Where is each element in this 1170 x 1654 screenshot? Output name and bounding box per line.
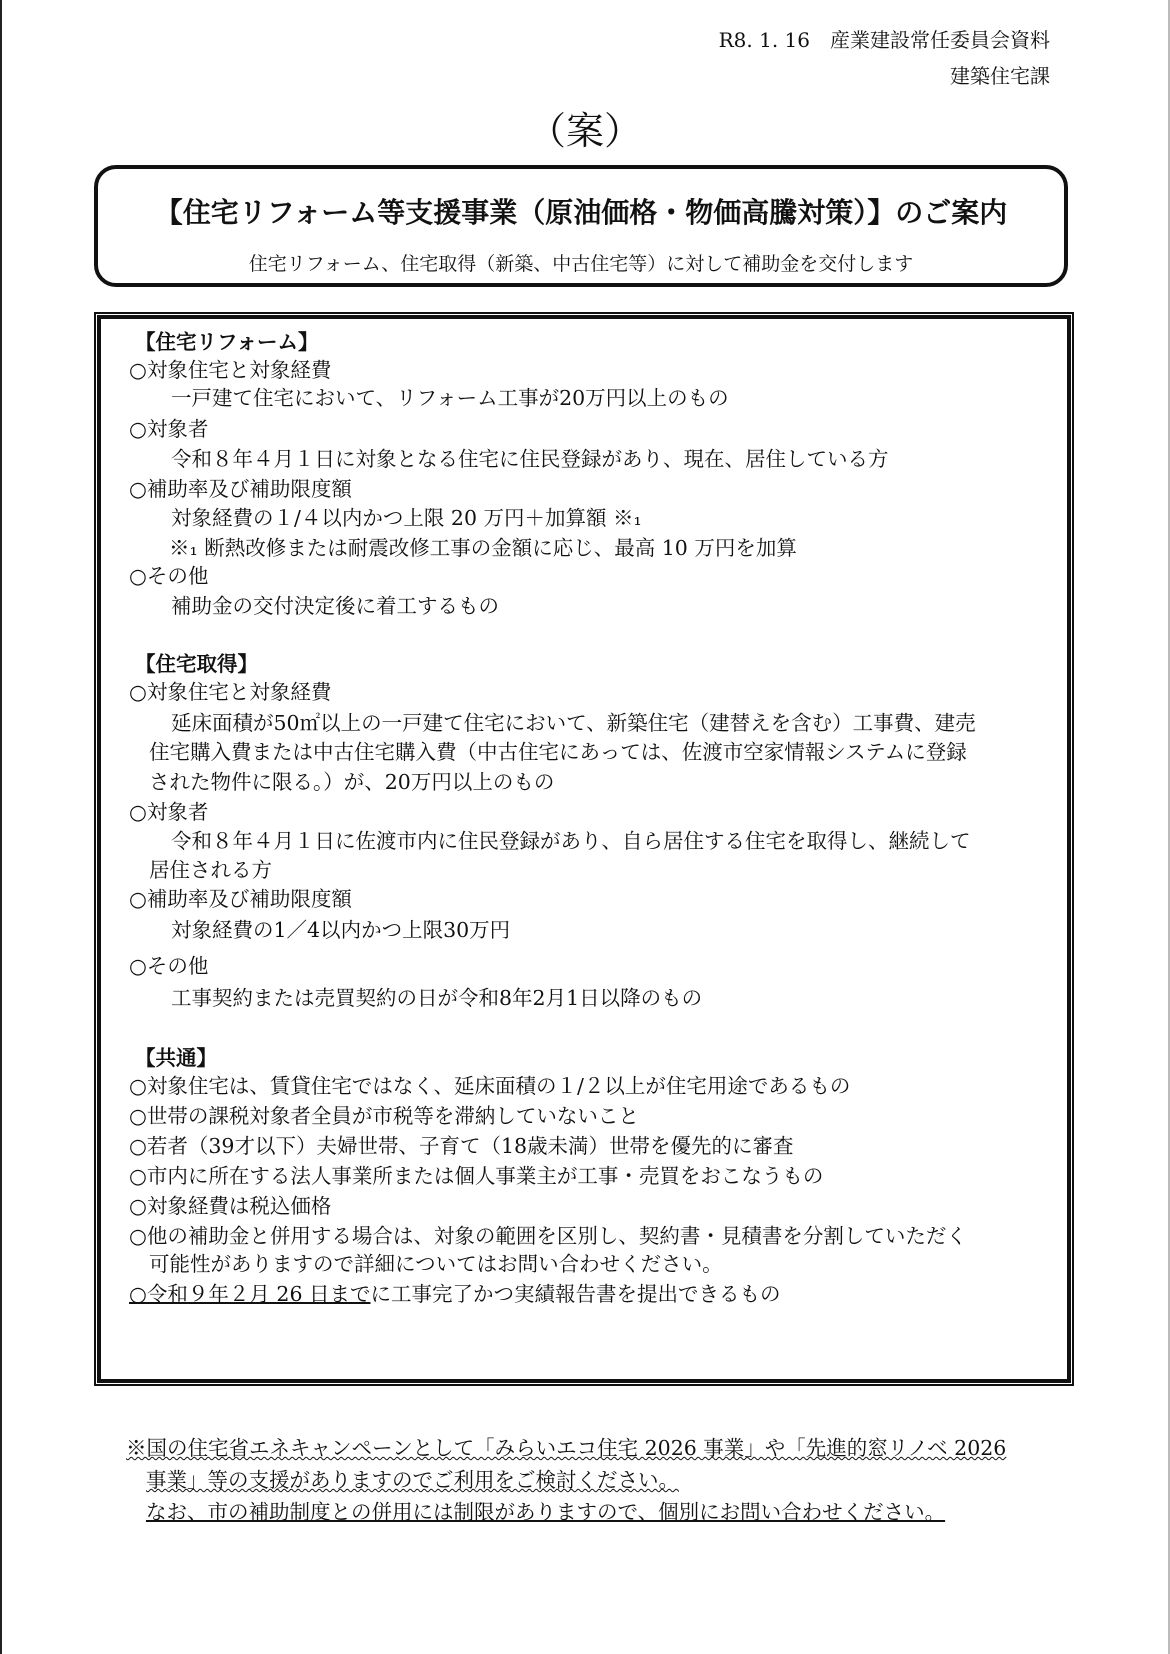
reform-target-text: 一戸建て住宅において、リフォーム工事が20万円以上のもの [171,386,729,410]
common-heading: 【共通】 [135,1046,217,1070]
deadline-underlined-text: ○令和９年２月 26 日まで [129,1282,371,1306]
acquisition-target-text-3: された物件に限る。）が、20万円以上のもの [149,770,555,794]
common-item: ○市内に所在する法人事業所または個人事業主が工事・売買をおこなうもの [129,1164,824,1188]
document-title: 【住宅リフォーム等支援事業（原油価格・物価高騰対策）】のご案内 [154,196,1008,229]
common-item: ○若者（39才以下）夫婦世帯、子育て（18歳未満）世帯を優先的に審査 [129,1134,794,1158]
common-item: ○対象住宅は、賃貸住宅ではなく、延床面積の１/２以上が住宅用途であるもの [129,1074,851,1098]
acquisition-target-text-1: 延床面積が50㎡以上の一戸建て住宅において、新築住宅（建替えを含む）工事費、建売 [171,711,976,735]
title-box [94,165,1068,287]
document-header [719,22,1050,94]
footer-line-3: なお、市の補助制度との併用には制限がありますので、個別にお問い合わせください。 [146,1500,946,1524]
deadline-rest-text: に工事完了かつ実績報告書を提出できるもの [370,1282,781,1306]
reform-other-text: 補助金の交付決定後に着工するもの [171,594,499,618]
common-item: ○対象経費は税込価格 [129,1194,332,1218]
acquisition-target-label: ○対象住宅と対象経費 [129,680,332,704]
reform-rate-text: 対象経費の１/４以内かつ上限 20 万円＋加算額 ※₁ [171,506,642,530]
footer-line-2: 事業」等の支援がありますのでご利用をご検討ください。 [146,1468,679,1492]
common-item-continuation: 可能性がありますので詳細についてはお問い合わせください。 [149,1252,723,1276]
reform-other-label: ○その他 [129,564,209,588]
draft-mark: （案） [527,109,642,153]
reform-target-label: ○対象住宅と対象経費 [129,358,332,382]
common-item: ○他の補助金と併用する場合は、対象の範囲を区別し、契約書・見積書を分割していただく [129,1224,967,1248]
content-inner-frame [99,317,1069,1381]
meeting-date-label: R8. 1. 16 産業建設常任委員会資料 [718,28,1050,52]
acquisition-heading: 【住宅取得】 [135,652,258,676]
department-label: 建築住宅課 [950,64,1050,88]
acquisition-eligible-label: ○対象者 [129,800,209,824]
reform-rate-note: ※₁ 断熱改修または耐震改修工事の金額に応じ、最高 10 万円を加算 [169,536,797,560]
common-deadline-item [129,1279,781,1309]
common-item: ○世帯の課税対象者全員が市税等を滞納していないこと [129,1104,639,1128]
reform-rate-label: ○補助率及び補助限度額 [129,477,352,501]
reform-eligible-label: ○対象者 [129,417,209,441]
page-edge-left [0,0,2,1654]
acquisition-other-label: ○その他 [129,954,209,978]
acquisition-rate-text: 対象経費の1／4以内かつ上限30万円 [171,918,511,942]
reform-heading: 【住宅リフォーム】 [135,330,319,354]
acquisition-other-text: 工事契約または売買契約の日が令和8年2月1日以降のもの [171,986,703,1010]
acquisition-eligible-text-2: 居住される方 [149,858,272,882]
acquisition-rate-label: ○補助率及び補助限度額 [129,887,352,911]
acquisition-eligible-text-1: 令和８年４月１日に佐渡市内に住民登録があり、自ら居住する住宅を取得し、継続して [171,829,971,853]
document-subtitle: 住宅リフォーム、住宅取得（新築、中古住宅等）に対して補助金を交付します [248,253,914,275]
reform-eligible-text: 令和８年４月１日に対象となる住宅に住民登録があり、現在、居住している方 [171,447,889,471]
acquisition-target-text-2: 住宅購入費または中古住宅購入費（中古住宅にあっては、佐渡市空家情報システムに登録 [149,740,967,764]
content-frame [94,312,1074,1386]
footer-line-1: ※国の住宅省エネキャンペーンとして「みらいエコ住宅 2026 事業」や「先進的窓リノベ 2026 [126,1436,1007,1460]
